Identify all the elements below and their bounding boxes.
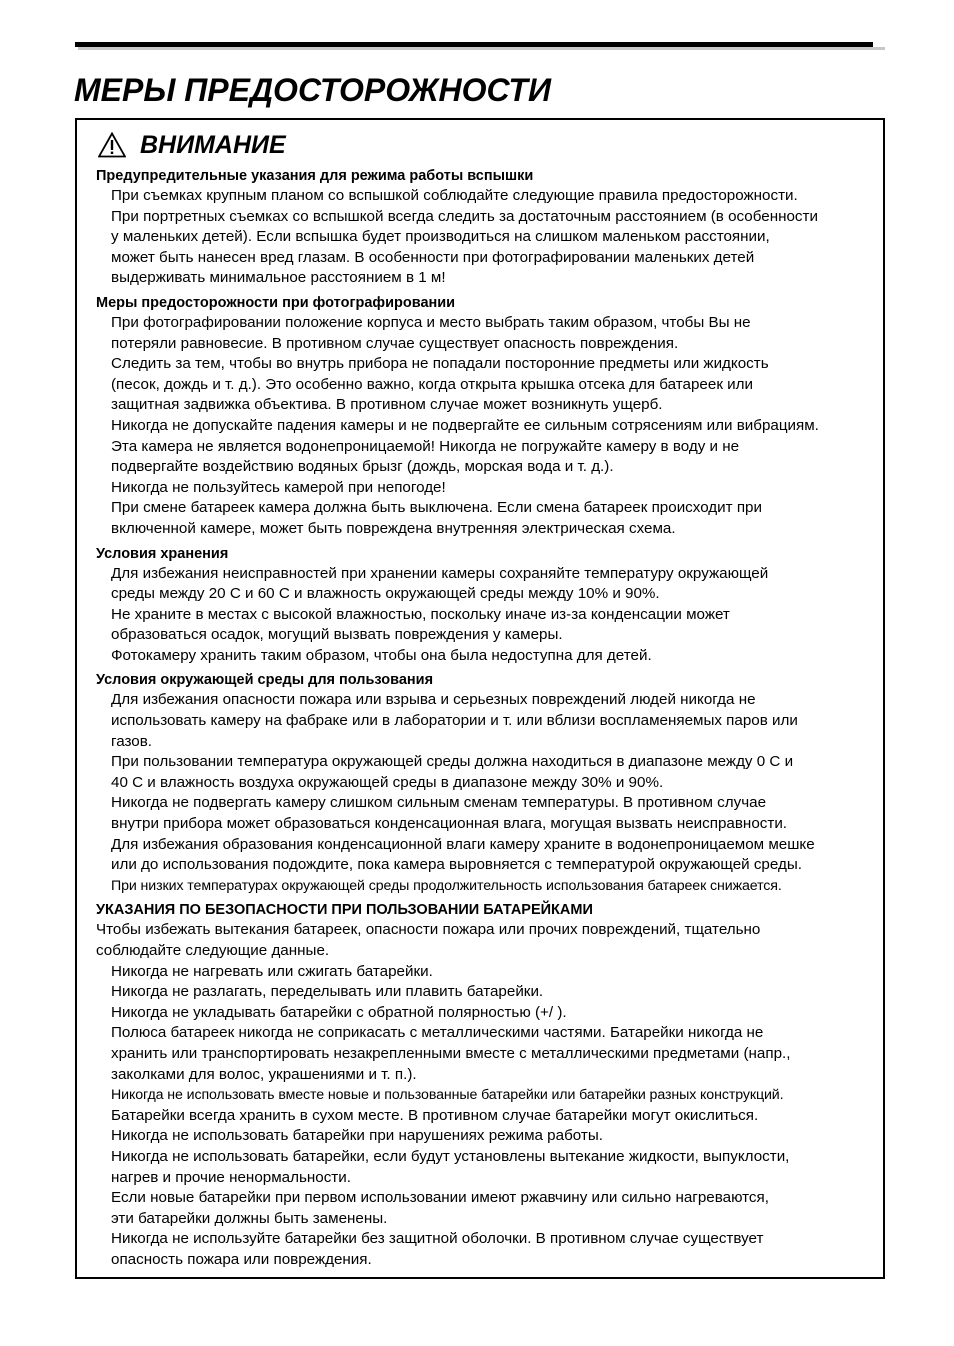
paragraph: Следить за тем, чтобы во внутрь прибора не попадали посторонние предметы или жидкость (песок, дождь и т. д.). Это особенно важно, когда открыта крышка отсека для батареек или защитная задвижка объектива. В противном случае может возникнуть ущерб.: [111, 355, 769, 414]
page-title: МЕРЫ ПРЕДОСТОРОЖНОСТИ: [74, 72, 551, 108]
paragraph: Никогда не использовать вместе новые и пользованные батарейки или батарейки разных конструкций.: [111, 1087, 784, 1104]
paragraph: При фотографировании положение корпуса и место выбрать таким образом, чтобы Вы не потеряли равновесие. В противном случае существует опасность повреждения.: [111, 313, 751, 352]
warning-title: ВНИМАНИЕ: [140, 131, 286, 159]
warning-content: [96, 166, 876, 1271]
warning-triangle-icon: [98, 132, 126, 158]
paragraph: Никогда не пользуйтесь камерой при непогоде!: [111, 478, 446, 496]
section-heading-environment: Условия окружающей среды для пользования: [96, 672, 434, 689]
paragraph: Полюса батареек никогда не соприкасать с металлическими частями. Батарейки никогда не хранить или транспортировать незакрепленными вместе с металлическими предметами (напр., заколками для волос, украшениями и т. п.).: [111, 1024, 791, 1083]
paragraph: Никогда не допускайте падения камеры и не подвергайте ее сильным сотрясениям или вибрациям.: [111, 416, 819, 434]
paragraph: При смене батареек камера должна быть выключена. Если смена батареек происходит при включенной камере, может быть повреждена внутренняя электрическая схема.: [111, 499, 762, 537]
paragraph: Никогда не разлагать, переделывать или плавить батарейки.: [111, 983, 544, 1001]
paragraph: Никогда не укладывать батарейки с обратной полярностью (+/ ).: [111, 1003, 567, 1021]
paragraph: Батарейки всегда хранить в сухом месте. В противном случае батарейки могут окислиться.: [111, 1106, 759, 1124]
paragraph: При низких температурах окружающей среды продолжительность использования батареек снижается.: [111, 877, 782, 894]
paragraph: При пользовании температура окружающей среды должна находиться в диапазоне между 0 C и 40 C и влажность воздуха окружающей среды в диапазоне между 30% и 90%.: [111, 753, 794, 791]
paragraph: Эта камера не является водонепроницаемой! Никогда не погружайте камеру в воду и не подвергайте воздействию водяных брызг (дождь, морская вода и т. д.).: [111, 437, 740, 476]
paragraph: Фотокамеру хранить таким образом, чтобы она была недоступна для детей.: [111, 646, 652, 664]
section-heading-batteries: УКАЗАНИЯ ПО БЕЗОПАСНОСТИ ПРИ ПОЛЬЗОВАНИИ БАТАРЕЙКАМИ: [96, 902, 593, 919]
paragraph: Если новые батарейки при первом использовании имеют ржавчину или сильно нагреваются, эти батарейки должны быть заменены.: [111, 1189, 769, 1227]
paragraph: Никогда не подвергать камеру слишком сильным сменам температуры. В противном случае внутри прибора может образоваться конденсационная влага, могущая вызвать неисправности.: [111, 794, 788, 833]
section-lead: Чтобы избежать вытекания батареек, опасности пожара или прочих повреждений, тщательно соблюдайте следующие данные.: [96, 921, 761, 959]
paragraph: Никогда не нагревать или сжигать батарейки.: [111, 962, 433, 980]
warning-header: [98, 130, 286, 160]
paragraph: Для избежания образования конденсационной влаги камеру храните в водонепроницаемом мешке или до использования подождите, пока камера выровняется с температурой окружающей среды.: [111, 835, 815, 874]
paragraph: Никогда не используйте батарейки без защитной оболочки. В противном случае существует опасность пожара или повреждения.: [111, 1230, 764, 1268]
paragraph: При портретных съемках со вспышкой всегда следить за достаточным расстоянием (в особенности у маленьких детей). Если вспышка будет производиться на слишком маленьком расстоянии, может быть нанесен вред глазам. В особенности при фотографировании маленьких детей выдерживать минимальное расстоянием в 1 м!: [111, 207, 818, 287]
warning-box: [75, 118, 885, 1279]
paragraph: Никогда не использовать батарейки, если будут установлены вытекание жидкости, выпуклости, нагрев и прочие ненормальности.: [111, 1147, 790, 1186]
section-heading-shooting: Меры предосторожности при фотографировании: [96, 294, 456, 311]
paragraph: Не храните в местах с высокой влажностью, поскольку иначе из-за конденсации может образоваться осадок, могущий вызвать повреждения у камеры.: [111, 605, 730, 644]
paragraph: Никогда не использовать батарейки при нарушениях режима работы.: [111, 1127, 603, 1145]
paragraph: Для избежания неисправностей при хранении камеры сохраняйте температуру окружающей среды между 20 C и 60 C и влажность окружающей среды между 10% и 90%.: [111, 564, 769, 603]
top-rule-shadow: [78, 47, 885, 50]
section-heading-storage: Условия хранения: [96, 545, 229, 562]
paragraph: Для избежания опасности пожара или взрыва и серьезных повреждений людей никогда не использовать камеру на фабраке или в лаборатории и т. или вблизи воспламеняемых паров или газов.: [111, 691, 798, 750]
section-heading-flash: Предупредительные указания для режима работы вспышки: [96, 168, 534, 184]
paragraph: При съемках крупным планом со вспышкой соблюдайте следующие правила предосторожности.: [111, 187, 798, 204]
